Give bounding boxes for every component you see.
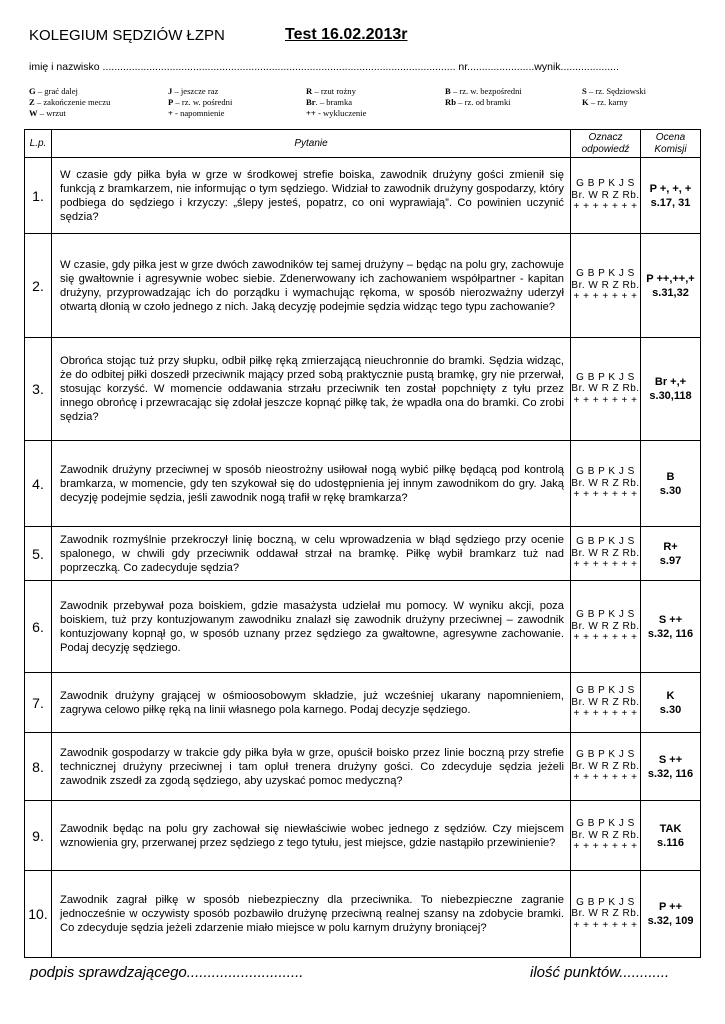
table-row (25, 234, 701, 338)
answer-options-line3[interactable]: + + + + + + + (573, 489, 638, 501)
question-number: 5. (25, 527, 52, 581)
grade-decision: P ++ (658, 901, 683, 913)
grade-reference: s.30 (659, 484, 682, 497)
grade-reference: s.32, 109 (647, 915, 694, 927)
question-text: Zawodnik będąc na polu gry zachował się niewłaściwie wobec jednego z sędziów. Czy miejscem wznowienia gry, przerwanej przez sędziego z tego tytułu, jest miejsce, gdzie nastąpiło przewinienie? (52, 801, 571, 871)
answer-options-line3[interactable]: + + + + + + + (573, 841, 638, 853)
answer-options-line1[interactable]: G B P K J S (576, 178, 635, 190)
question-text: Zawodnik rozmyślnie przekroczył linię boczną, w celu wprowadzenia w błąd sędziego przy ocenie spalonego, w chwili gdy przeciwnik oddawał strzał na bramkę. Piłkę wybił bramkarz tuż nad poprzeczką. Co zadecyduje sędzia? (52, 527, 571, 581)
grade-reference: s.31,32 (652, 286, 689, 299)
grade-reference: s.17, 31 (650, 196, 691, 209)
table-row (25, 158, 701, 234)
table-row (25, 527, 701, 581)
answer-options-line3[interactable]: + + + + + + + (573, 708, 638, 720)
answer-options-line2[interactable]: Br. W R Z Rb. (571, 620, 640, 632)
table-header-row (25, 130, 701, 158)
grade-reference: s.32, 116 (647, 627, 694, 640)
question-text: W czasie, gdy piłka jest w grze dwóch zawodników tej samej drużyny – będąc na polu gry, zachowuje się gwałtownie i agresywnie wobec siebie. Zdenerwowany ich zachowaniem współpartner - kapitan drużyny, przyprowadzając ich do porządku i wymachując rękoma, w sposób nierozważny uderzył otwartą dłonią w czoło jednego z nich. Jaką decyzję podejmie sędzia widząc tego typu zachowanie? (52, 234, 571, 338)
answer-options[interactable] (571, 527, 641, 581)
legend-column-3 (306, 86, 366, 119)
grade-decision: S ++ (658, 753, 683, 766)
answer-options-line2[interactable]: Br. W R Z Rb. (571, 547, 640, 559)
answer-options[interactable] (571, 338, 641, 441)
grade-decision: B (666, 470, 675, 483)
answer-options-line2[interactable]: Br. W R Z Rb. (571, 189, 640, 201)
answer-options-line2[interactable]: Br. W R Z Rb. (571, 477, 640, 489)
document-title: KOLEGIUM SĘDZIÓW ŁZPN (29, 27, 225, 44)
question-text: Zawodnik drużyny przeciwnej w sposób nieostrożny usiłował nogą wybić piłkę będącą pod kontrolą bramkarza, w momencie, gdy ten szykował się do udostępnienia jej innym zawodnikom do gry. Jaką decyzję podejmie sędzia, jeśli zawodnik nogą trafił w rękę bramkarza? (52, 441, 571, 527)
answer-options-line1[interactable]: G B P K J S (576, 609, 635, 621)
grade-reference: s.30,118 (649, 390, 692, 402)
question-text: Zawodnik drużyny grającej w ośmioosobowym składzie, już wcześniej ukarany napomnieniem, zagrywa celowo piłkę ręką na linii własnego pola karnego. Podaj decyzje sędziego. (52, 673, 571, 733)
name-number-result-line[interactable]: imię i nazwisko ......................................................................................................................... nr.......................wynik.................... (29, 61, 619, 73)
header-grade: Ocena Komisji (641, 130, 701, 158)
question-text: Zawodnik zagrał piłkę w sposób niebezpieczny dla przeciwnika. To niebezpieczne zagranie jednocześnie w oczywisty sposób pozbawiło drużynę przeciwną realnej szansy na zdobycie bramki. Co zdecyduje sędzia jeżeli zdarzenie miało miejsce w polu karnym drużyny broniącej? (52, 871, 571, 958)
question-number: 9. (25, 801, 52, 871)
commission-grade (641, 871, 701, 958)
answer-options-line1[interactable]: G B P K J S (576, 268, 635, 280)
commission-grade (641, 441, 701, 527)
question-text: Obrońca stojąc tuż przy słupku, odbił piłkę ręką zmierzającą nieuchronnie do bramki. Sędzia widząc, że do odbitej piłki doszedł przeciwnik mający przed sobą praktycznie pustą bramkę, gry nie przerwał, stosując korzyść. W momencie oddawania strzału przeciwnik ten został popchnięty z tyłu przez innego obrońcę i przewracając się zdołał jeszcze kopnąć piłkę tak, że wpadła ona do bramki. Co zrobi sędzia? (52, 338, 571, 441)
legend-entry: R – rzut rożny (306, 86, 356, 96)
checker-signature-line[interactable]: podpis sprawdzającego............................ (30, 964, 304, 981)
header-question: Pytanie (52, 130, 571, 158)
question-text: W czasie gdy piłka była w grze w środkowej strefie boiska, zawodnik drużyny gości zmienił się funkcją z bramkarzem, nie informując o tym sędziego. Widział to zawodnik drużyny gospodarzy, który podbiega do sędziego i krzyczy: „ślepy jesteś, popatrz, co oni wyprawiają”. Co powinien uczynić sędzia? (52, 158, 571, 234)
answer-options-line1[interactable]: G B P K J S (576, 371, 635, 383)
header-lp: L.p. (25, 130, 52, 158)
grade-reference: s.116 (657, 836, 684, 849)
table-row (25, 338, 701, 441)
answer-options-line1[interactable]: G B P K J S (576, 536, 635, 548)
answer-options-line3[interactable]: + + + + + + + (573, 394, 638, 406)
legend-entry: W – wrzut (29, 108, 66, 118)
commission-grade (641, 158, 701, 234)
answer-options-line2[interactable]: Br. W R Z Rb. (571, 760, 640, 772)
answer-options-line3[interactable]: + + + + + + + (573, 632, 638, 644)
answer-options-line1[interactable]: G B P K J S (576, 749, 635, 761)
header-answer: Oznacz odpowiedź (571, 130, 641, 158)
legend-entry: + - napomnienie (168, 108, 225, 118)
answer-options[interactable] (571, 673, 641, 733)
legend-entry: B – rz. w. bezpośredni (445, 86, 522, 96)
legend-column-1 (29, 86, 110, 119)
grade-decision: Br +,+ (654, 376, 687, 388)
grade-reference: s.97 (659, 554, 682, 567)
test-date: Test 16.02.2013r (285, 26, 408, 43)
answer-options-line2[interactable]: Br. W R Z Rb. (571, 279, 640, 291)
answer-options-line3[interactable]: + + + + + + + (573, 772, 638, 784)
answer-options-line3[interactable]: + + + + + + + (573, 919, 638, 931)
grade-decision: R+ (663, 540, 678, 553)
legend-entry: Z – zakończenie meczu (29, 97, 111, 107)
commission-grade (641, 801, 701, 871)
grade-decision: P ++,++,+ (646, 272, 695, 285)
legend-entry: P – rz. w. pośredni (168, 97, 233, 107)
question-number: 6. (25, 581, 52, 673)
grade-decision: S ++ (658, 613, 683, 626)
answer-options[interactable] (571, 871, 641, 958)
answer-options[interactable] (571, 158, 641, 234)
question-number: 3. (25, 338, 52, 441)
table-row (25, 871, 701, 958)
question-number: 4. (25, 441, 52, 527)
commission-grade (641, 527, 701, 581)
commission-grade (641, 581, 701, 673)
answer-options-line1[interactable]: G B P K J S (576, 685, 635, 697)
question-number: 2. (25, 234, 52, 338)
grade-decision: P +, +, + (649, 182, 692, 195)
question-text: Zawodnik gospodarzy w trakcie gdy piłka była w grze, opuścił boisko przez linie boczną przy strefie technicznej drużyny przeciwnej i tam opluł trenera drużyny gości. Co zdecyduje sędzia jeżeli zawodnik zszedł za zgodą sędziego, aby uzyskać pomoc medyczną? (52, 733, 571, 801)
legend-column-2 (168, 86, 232, 119)
commission-grade (641, 733, 701, 801)
question-text: Zawodnik przebywał poza boiskiem, gdzie masażysta udzielał mu pomocy. W wyniku akcji, poza boiskiem, tuż przy kontuzjowanym zawodniku znalazł się zawodnik drużyny przeciwnej – zawodnik kontuzjowany kopnął go, w sposób uznany przez sędziego za gwałtowne, agresywne zachowanie. Podaj decyzję sędziego. (52, 581, 571, 673)
answer-options[interactable] (571, 801, 641, 871)
legend-entry: J – jeszcze raz (168, 86, 219, 96)
question-number: 8. (25, 733, 52, 801)
question-number: 7. (25, 673, 52, 733)
grade-reference: s.32, 116 (647, 767, 694, 780)
legend-entry: K – rz. karny (582, 97, 628, 107)
table-row (25, 801, 701, 871)
legend-entry: ++ - wykluczenie (306, 108, 367, 118)
question-number: 1. (25, 158, 52, 234)
grade-decision: K (666, 689, 675, 702)
answer-options[interactable] (571, 581, 641, 673)
answer-options-line3[interactable]: + + + + + + + (573, 201, 638, 213)
grade-reference: s.30 (659, 703, 682, 716)
answer-options-line1[interactable]: G B P K J S (576, 818, 635, 830)
answer-options-line2[interactable]: Br. W R Z Rb. (571, 829, 640, 841)
grade-decision: TAK (659, 822, 682, 835)
answer-options-line2[interactable]: Br. W R Z Rb. (571, 696, 640, 708)
answer-options-line3[interactable]: + + + + + + + (573, 291, 638, 303)
legend-column-4 (445, 86, 522, 108)
legend-entry: S – rz. Sędziowski (582, 86, 646, 96)
answer-options[interactable] (571, 441, 641, 527)
questions-table (24, 129, 701, 958)
answer-options-line2[interactable]: Br. W R Z Rb. (571, 908, 640, 920)
legend-entry: Br. – bramka (306, 97, 353, 107)
legend-column-5 (582, 86, 646, 108)
commission-grade (641, 338, 701, 441)
table-row (25, 441, 701, 527)
commission-grade (641, 234, 701, 338)
legend-entry: Rb – rz. od bramki (445, 97, 511, 107)
question-number: 10. (25, 871, 52, 958)
answer-options-line2[interactable]: Br. W R Z Rb. (571, 383, 640, 395)
answer-options[interactable] (571, 733, 641, 801)
table-row (25, 673, 701, 733)
answer-options-line3[interactable]: + + + + + + + (573, 559, 638, 571)
answer-options-line1[interactable]: G B P K J S (576, 896, 635, 908)
answer-options-line1[interactable]: G B P K J S (576, 466, 635, 478)
legend-entry: G – grać dalej (29, 86, 78, 96)
table-row (25, 733, 701, 801)
table-row (25, 581, 701, 673)
answer-options[interactable] (571, 234, 641, 338)
points-line[interactable]: ilość punktów............ (530, 964, 670, 981)
commission-grade (641, 673, 701, 733)
